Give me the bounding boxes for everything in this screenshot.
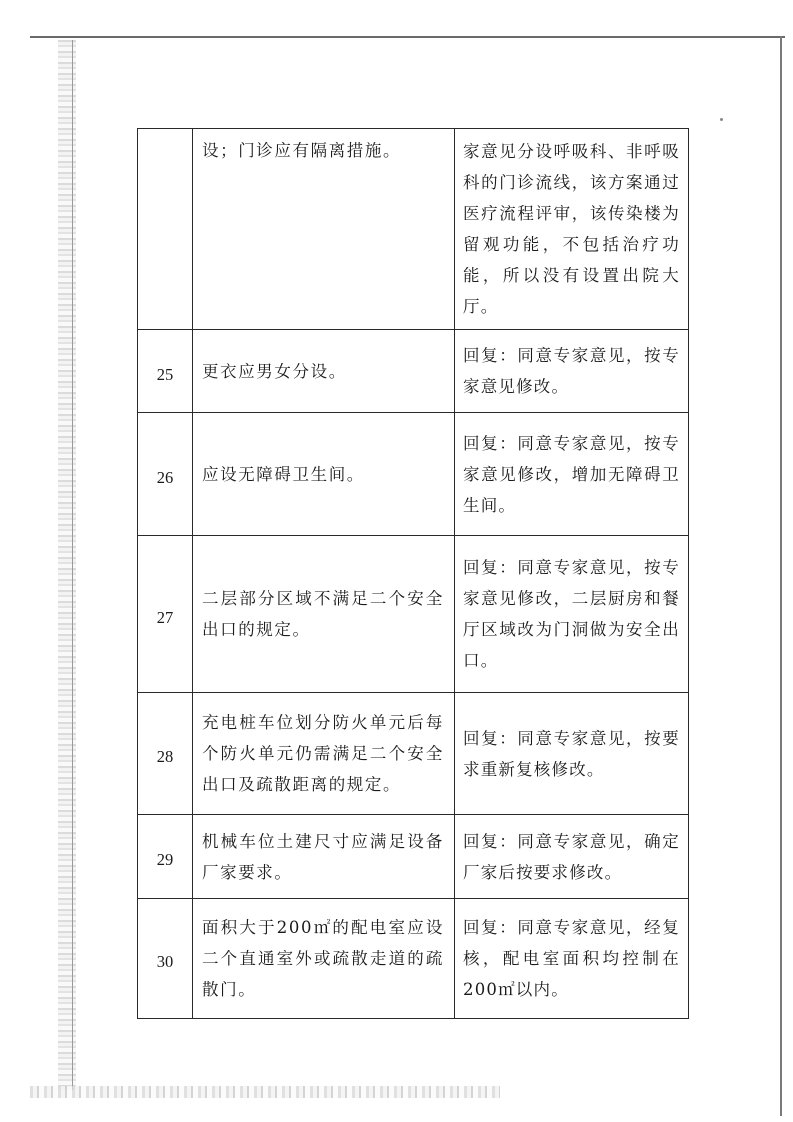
- review-comment: 机械车位土建尺寸应满足设备厂家要求。: [193, 815, 455, 899]
- scan-speck: [720, 118, 723, 121]
- table-row: [138, 129, 689, 330]
- response-text: 家意见分设呼吸科、非呼吸科的门诊流线，该方案通过医疗流程评审，该传染楼为留观功能，不包括治疗功能，所以没有设置出院大厅。: [455, 129, 689, 330]
- review-comment: 设；门诊应有隔离措施。: [193, 129, 455, 330]
- row-number: 29: [138, 815, 193, 899]
- row-number: 28: [138, 693, 193, 815]
- table-row: [138, 330, 689, 413]
- scan-left-edge: [72, 40, 73, 1090]
- review-comment: 更衣应男女分设。: [193, 330, 455, 413]
- table-row: [138, 693, 689, 815]
- response-text: 回复：同意专家意见，按要求重新复核修改。: [455, 693, 689, 815]
- scan-bottom-shadow: [30, 1086, 500, 1098]
- response-text: 回复：同意专家意见，按专家意见修改，增加无障碍卫生间。: [455, 413, 689, 536]
- row-number: 25: [138, 330, 193, 413]
- review-comment: 面积大于200㎡的配电室应设二个直通室外或疏散走道的疏散门。: [193, 899, 455, 1019]
- review-comment: 充电桩车位划分防火单元后每个防火单元仍需满足二个安全出口及疏散距离的规定。: [193, 693, 455, 815]
- row-number: [138, 129, 193, 330]
- table-row: [138, 413, 689, 536]
- response-text: 回复：同意专家意见，经复核，配电室面积均控制在200㎡以内。: [455, 899, 689, 1019]
- table-row: [138, 899, 689, 1019]
- response-text: 回复：同意专家意见，按专家意见修改，二层厨房和餐厅区域改为门洞做为安全出口。: [455, 536, 689, 693]
- review-comment: 二层部分区域不满足二个安全出口的规定。: [193, 536, 455, 693]
- response-text: 回复：同意专家意见，按专家意见修改。: [455, 330, 689, 413]
- table-row: [138, 536, 689, 693]
- row-number: 26: [138, 413, 193, 536]
- scan-top-edge: [30, 36, 785, 38]
- response-text: 回复：同意专家意见，确定厂家后按要求修改。: [455, 815, 689, 899]
- table-row: [138, 815, 689, 899]
- review-comment: 应设无障碍卫生间。: [193, 413, 455, 536]
- row-number: 30: [138, 899, 193, 1019]
- scan-left-shadow: [58, 40, 76, 1090]
- row-number: 27: [138, 536, 193, 693]
- scan-right-edge: [780, 36, 782, 1116]
- review-response-table: [137, 128, 689, 1019]
